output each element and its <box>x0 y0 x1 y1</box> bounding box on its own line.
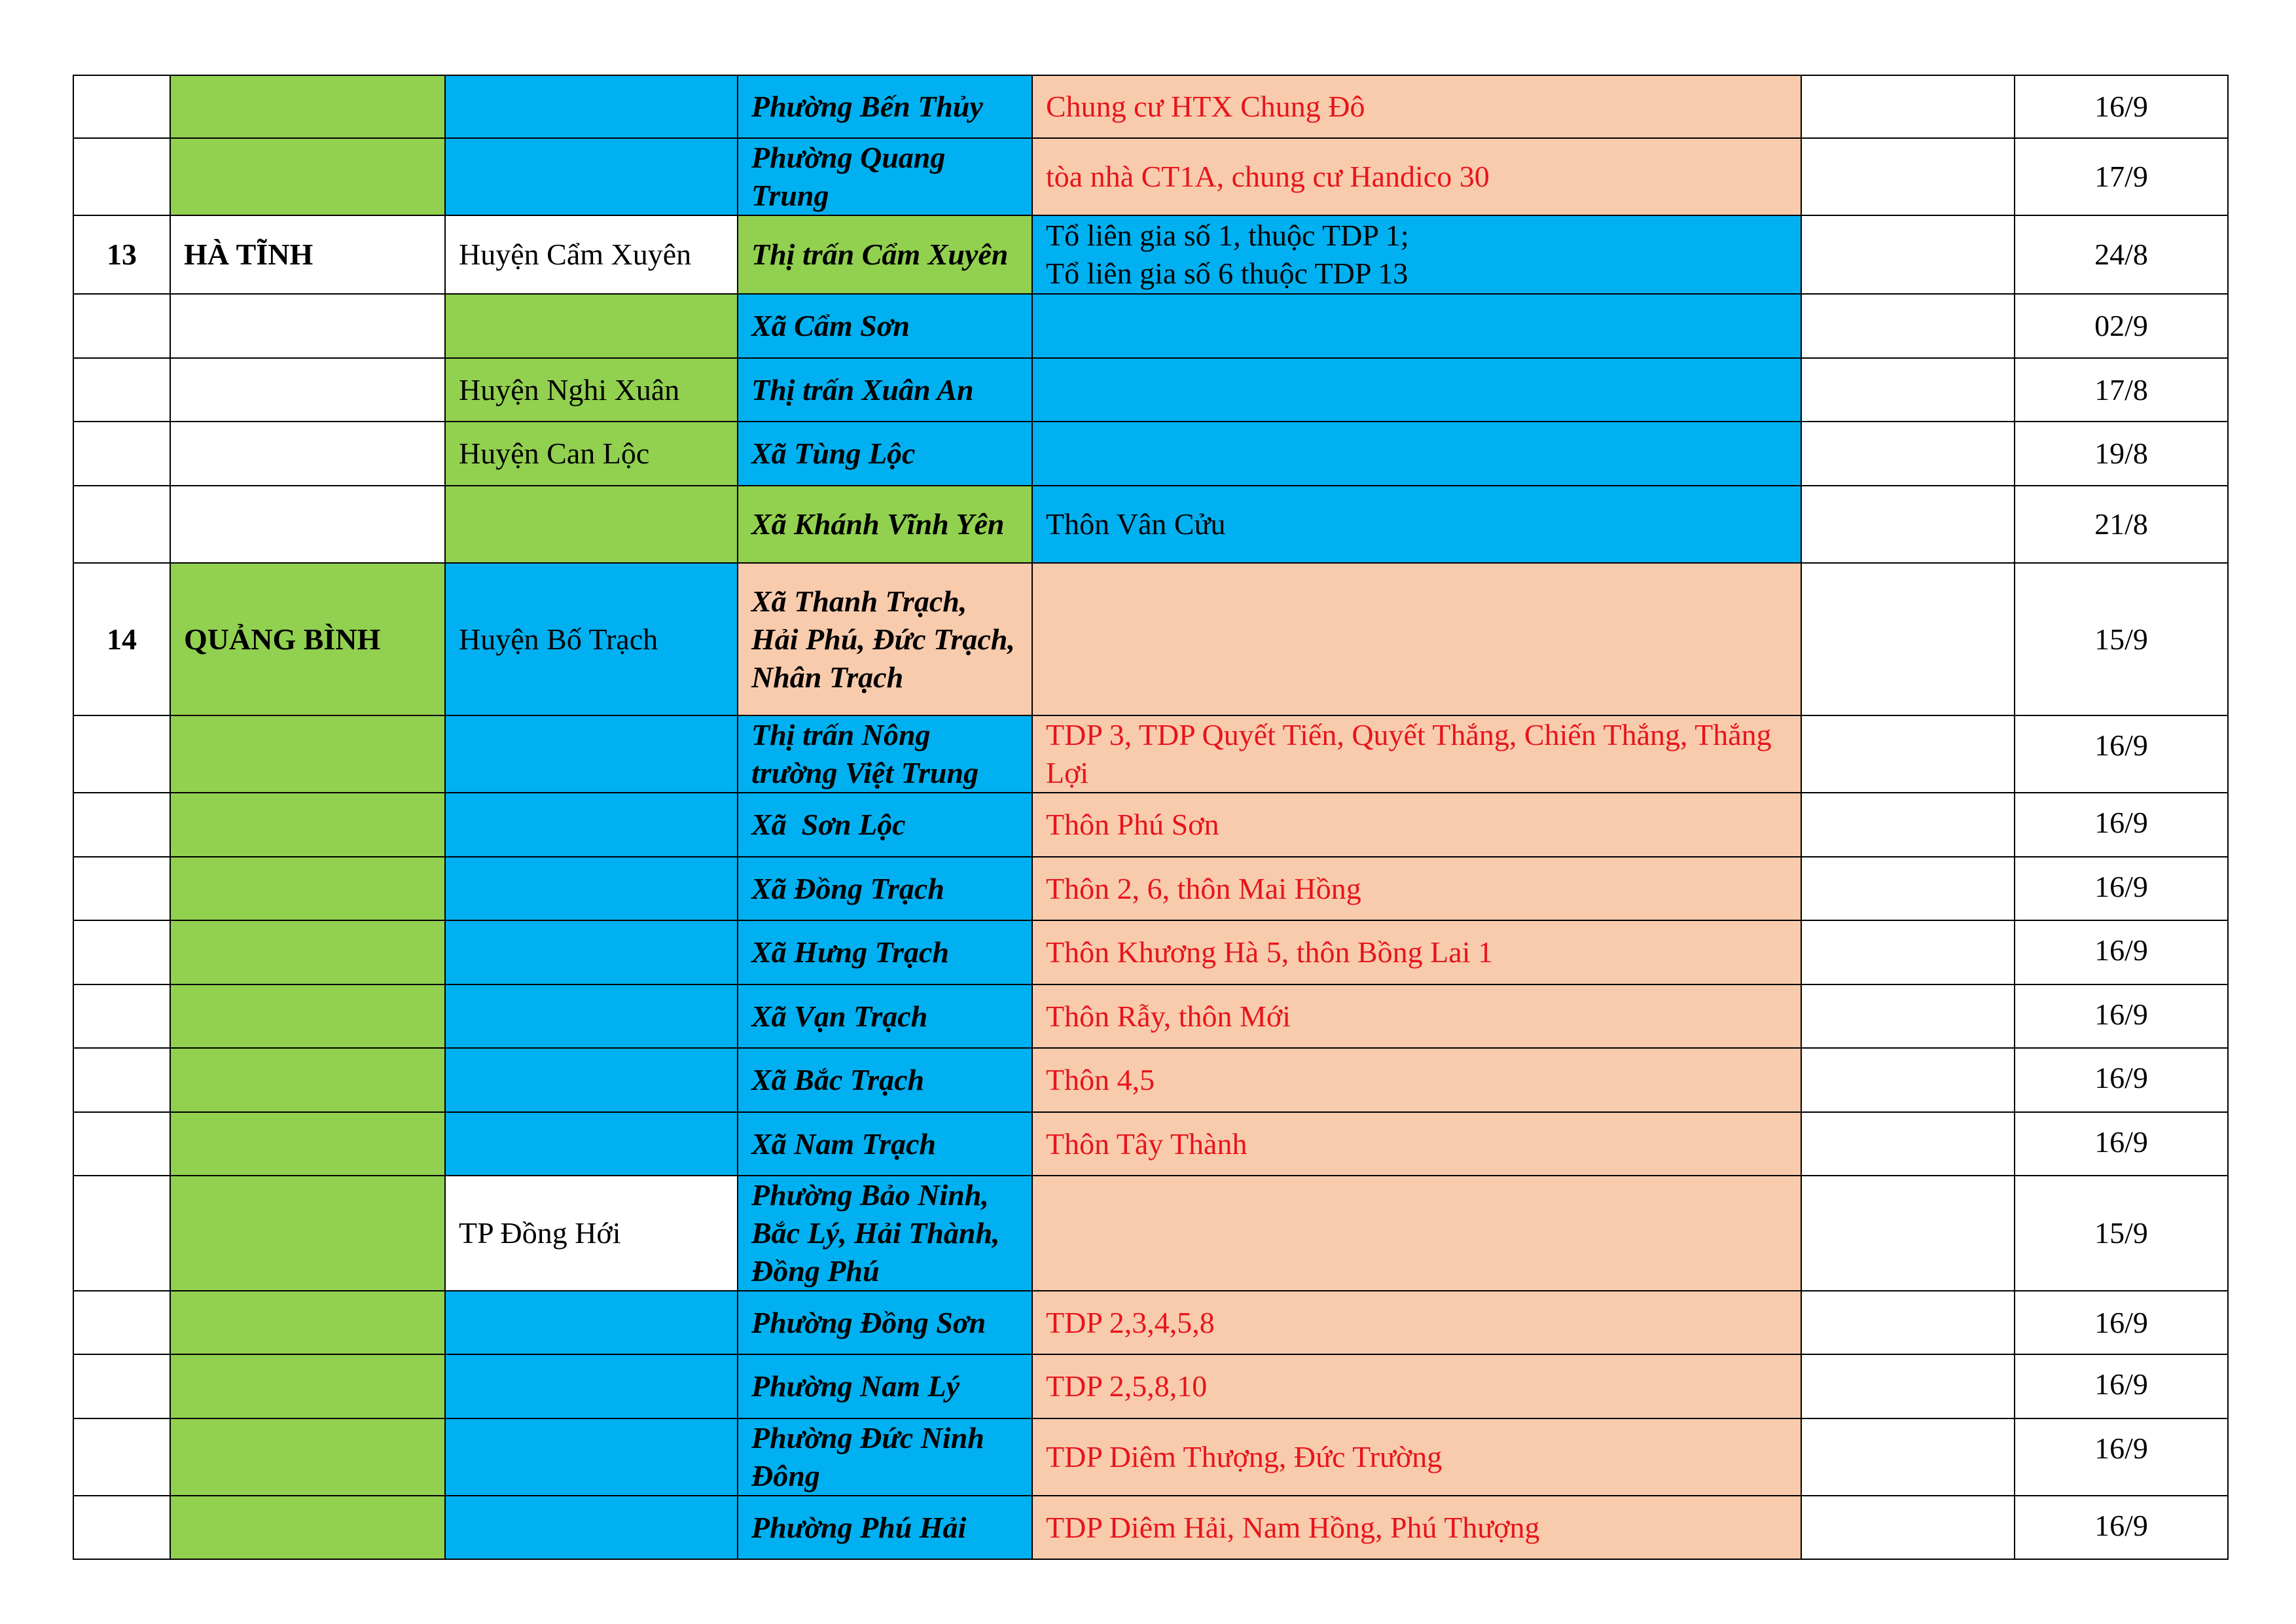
date-cell: 19/8 <box>2015 422 2228 486</box>
province-cell <box>170 984 445 1048</box>
district-cell <box>445 138 738 215</box>
district-cell <box>445 1291 738 1354</box>
province-cell: HÀ TĨNH <box>170 215 445 294</box>
ward-cell: Xã Hưng Trạch <box>738 920 1032 984</box>
blank-cell <box>1801 1048 2015 1112</box>
district-cell: Huyện Nghi Xuân <box>445 358 738 422</box>
district-cell <box>445 920 738 984</box>
blank-cell <box>1801 138 2015 215</box>
stt-cell <box>73 1176 170 1291</box>
province-cell <box>170 1496 445 1559</box>
province-cell <box>170 1112 445 1176</box>
district-cell <box>445 1048 738 1112</box>
province-cell <box>170 1048 445 1112</box>
stt-cell: 14 <box>73 563 170 715</box>
detail-cell: TDP 2,3,4,5,8 <box>1032 1291 1801 1354</box>
province-cell <box>170 793 445 857</box>
blank-cell <box>1801 1354 2015 1418</box>
date-cell: 16/9 <box>2015 1496 2228 1559</box>
table-row <box>73 138 2228 215</box>
detail-cell: TDP Diêm Thượng, Đức Trường <box>1032 1418 1801 1496</box>
date-cell: 16/9 <box>2015 75 2228 138</box>
district-cell <box>445 1496 738 1559</box>
district-cell <box>445 857 738 920</box>
table-row <box>73 1048 2228 1112</box>
ward-cell: Phường Bảo Ninh, Bắc Lý, Hải Thành, Đồng Phú <box>738 1176 1032 1291</box>
ward-cell: Xã Vạn Trạch <box>738 984 1032 1048</box>
ward-cell: Xã Cẩm Sơn <box>738 294 1032 358</box>
stt-cell <box>73 1418 170 1496</box>
stt-cell <box>73 1048 170 1112</box>
ward-cell: Thị trấn Xuân An <box>738 358 1032 422</box>
date-cell: 02/9 <box>2015 294 2228 358</box>
detail-cell: TDP 2,5,8,10 <box>1032 1354 1801 1418</box>
outbreak-location-table <box>73 75 2229 1560</box>
ward-cell: Xã Nam Trạch <box>738 1112 1032 1176</box>
district-cell: Huyện Cẩm Xuyên <box>445 215 738 294</box>
date-cell: 16/9 <box>2015 793 2228 857</box>
date-cell: 17/9 <box>2015 138 2228 215</box>
stt-cell <box>73 1291 170 1354</box>
stt-cell <box>73 1112 170 1176</box>
table-row <box>73 920 2228 984</box>
detail-cell: TDP 3, TDP Quyết Tiến, Quyết Thắng, Chiến Thắng, Thắng Lợi <box>1032 715 1801 793</box>
district-cell <box>445 486 738 563</box>
date-cell: 24/8 <box>2015 215 2228 294</box>
ward-cell: Phường Quang Trung <box>738 138 1032 215</box>
detail-cell: Thôn Vân Cửu <box>1032 486 1801 563</box>
table-row <box>73 984 2228 1048</box>
blank-cell <box>1801 1418 2015 1496</box>
district-cell <box>445 984 738 1048</box>
detail-cell <box>1032 563 1801 715</box>
blank-cell <box>1801 920 2015 984</box>
stt-cell <box>73 294 170 358</box>
date-cell: 16/9 <box>2015 920 2228 984</box>
province-cell <box>170 75 445 138</box>
table-row <box>73 563 2228 715</box>
blank-cell <box>1801 1496 2015 1559</box>
detail-cell: tòa nhà CT1A, chung cư Handico 30 <box>1032 138 1801 215</box>
detail-cell: Tổ liên gia số 1, thuộc TDP 1; Tổ liên gia số 6 thuộc TDP 13 <box>1032 215 1801 294</box>
date-cell: 21/8 <box>2015 486 2228 563</box>
district-cell <box>445 1112 738 1176</box>
detail-cell: Chung cư HTX Chung Đô <box>1032 75 1801 138</box>
table-row <box>73 1176 2228 1291</box>
stt-cell <box>73 857 170 920</box>
stt-cell <box>73 715 170 793</box>
district-cell <box>445 75 738 138</box>
table-row <box>73 294 2228 358</box>
detail-cell <box>1032 294 1801 358</box>
district-cell: TP Đồng Hới <box>445 1176 738 1291</box>
table-body <box>73 75 2228 1559</box>
province-cell: QUẢNG BÌNH <box>170 563 445 715</box>
ward-cell: Thị trấn Cẩm Xuyên <box>738 215 1032 294</box>
district-cell <box>445 793 738 857</box>
province-cell <box>170 1354 445 1418</box>
province-cell <box>170 920 445 984</box>
ward-cell: Xã Sơn Lộc <box>738 793 1032 857</box>
detail-cell: Thôn Phú Sơn <box>1032 793 1801 857</box>
table-row <box>73 1418 2228 1496</box>
stt-cell <box>73 138 170 215</box>
stt-cell <box>73 1496 170 1559</box>
detail-cell: Thôn Rẫy, thôn Mới <box>1032 984 1801 1048</box>
blank-cell <box>1801 793 2015 857</box>
stt-cell <box>73 984 170 1048</box>
ward-cell: Phường Nam Lý <box>738 1354 1032 1418</box>
date-cell: 16/9 <box>2015 1291 2228 1354</box>
district-cell <box>445 715 738 793</box>
detail-cell: Thôn 4,5 <box>1032 1048 1801 1112</box>
stt-cell <box>73 793 170 857</box>
blank-cell <box>1801 486 2015 563</box>
detail-cell: Thôn 2, 6, thôn Mai Hồng <box>1032 857 1801 920</box>
detail-cell: Thôn Tây Thành <box>1032 1112 1801 1176</box>
ward-cell: Xã Khánh Vĩnh Yên <box>738 486 1032 563</box>
blank-cell <box>1801 857 2015 920</box>
ward-cell: Phường Đức Ninh Đông <box>738 1418 1032 1496</box>
date-cell: 16/9 <box>2015 1112 2228 1176</box>
district-cell: Huyện Bố Trạch <box>445 563 738 715</box>
stt-cell: 13 <box>73 215 170 294</box>
table-row <box>73 1496 2228 1559</box>
blank-cell <box>1801 1176 2015 1291</box>
date-cell: 16/9 <box>2015 1418 2228 1496</box>
table-row <box>73 215 2228 294</box>
district-cell <box>445 1418 738 1496</box>
ward-cell: Xã Tùng Lộc <box>738 422 1032 486</box>
province-cell <box>170 138 445 215</box>
blank-cell <box>1801 422 2015 486</box>
blank-cell <box>1801 215 2015 294</box>
table-row <box>73 422 2228 486</box>
date-cell: 15/9 <box>2015 1176 2228 1291</box>
date-cell: 16/9 <box>2015 715 2228 793</box>
stt-cell <box>73 75 170 138</box>
stt-cell <box>73 1354 170 1418</box>
table-row <box>73 75 2228 138</box>
detail-cell <box>1032 358 1801 422</box>
blank-cell <box>1801 1291 2015 1354</box>
table-row <box>73 358 2228 422</box>
ward-cell: Thị trấn Nông trường Việt Trung <box>738 715 1032 793</box>
ward-cell: Phường Đồng Sơn <box>738 1291 1032 1354</box>
stt-cell <box>73 358 170 422</box>
ward-cell: Phường Bến Thủy <box>738 75 1032 138</box>
province-cell <box>170 1418 445 1496</box>
province-cell <box>170 1291 445 1354</box>
blank-cell <box>1801 1112 2015 1176</box>
date-cell: 16/9 <box>2015 1354 2228 1418</box>
stt-cell <box>73 422 170 486</box>
blank-cell <box>1801 75 2015 138</box>
table-row <box>73 486 2228 563</box>
stt-cell <box>73 920 170 984</box>
detail-cell <box>1032 1176 1801 1291</box>
province-cell <box>170 1176 445 1291</box>
ward-cell: Xã Thanh Trạch, Hải Phú, Đức Trạch, Nhân Trạch <box>738 563 1032 715</box>
table-row <box>73 1354 2228 1418</box>
province-cell <box>170 486 445 563</box>
date-cell: 16/9 <box>2015 857 2228 920</box>
stt-cell <box>73 486 170 563</box>
blank-cell <box>1801 358 2015 422</box>
blank-cell <box>1801 984 2015 1048</box>
date-cell: 15/9 <box>2015 563 2228 715</box>
detail-cell: Thôn Khương Hà 5, thôn Bồng Lai 1 <box>1032 920 1801 984</box>
detail-cell: TDP Diêm Hải, Nam Hồng, Phú Thượng <box>1032 1496 1801 1559</box>
blank-cell <box>1801 563 2015 715</box>
province-cell <box>170 294 445 358</box>
table-row <box>73 857 2228 920</box>
ward-cell: Xã Đồng Trạch <box>738 857 1032 920</box>
province-cell <box>170 358 445 422</box>
table-row <box>73 1112 2228 1176</box>
ward-cell: Xã Bắc Trạch <box>738 1048 1032 1112</box>
province-cell <box>170 422 445 486</box>
blank-cell <box>1801 715 2015 793</box>
district-cell <box>445 294 738 358</box>
table-row <box>73 793 2228 857</box>
detail-cell <box>1032 422 1801 486</box>
table-row <box>73 715 2228 793</box>
province-cell <box>170 715 445 793</box>
province-cell <box>170 857 445 920</box>
district-cell <box>445 1354 738 1418</box>
table-row <box>73 1291 2228 1354</box>
ward-cell: Phường Phú Hải <box>738 1496 1032 1559</box>
blank-cell <box>1801 294 2015 358</box>
district-cell: Huyện Can Lộc <box>445 422 738 486</box>
date-cell: 16/9 <box>2015 984 2228 1048</box>
date-cell: 17/8 <box>2015 358 2228 422</box>
date-cell: 16/9 <box>2015 1048 2228 1112</box>
